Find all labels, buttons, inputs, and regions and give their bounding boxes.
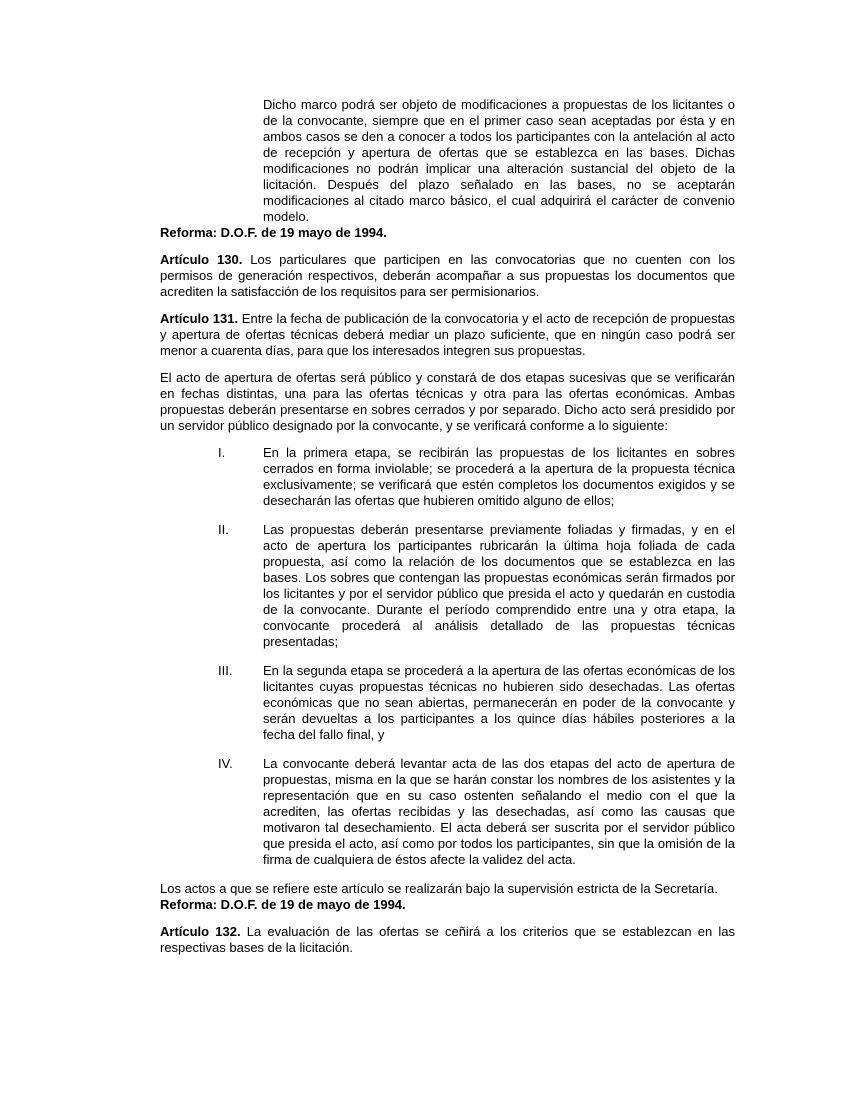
list-item-3 bbox=[160, 663, 735, 743]
intro-continuation-paragraph: Dicho marco podrá ser objeto de modificaciones a propuestas de los licitantes o de la convocante, siempre que en el primer caso sean aceptadas por ésta y en ambos casos se den a conocer a todos los participantes con la antelación al acto de recepción y apertura de ofertas que se establezca en las bases. Dichas modificaciones no podrán implicar una alteración sustancial del objeto de la licitación. Después del plazo señalado en las bases, no se aceptarán modificaciones al citado marco básico, el cual adquirirá el carácter de convenio modelo. bbox=[263, 97, 735, 224]
roman-numeral-2: II. bbox=[218, 522, 229, 537]
apertura-paragraph: El acto de apertura de ofertas será público y constará de dos etapas sucesivas que se verificarán en fechas distintas, una para las ofertas técnicas y otra para las ofertas económicas. Ambas propuestas deberán presentarse en sobres cerrados y por separado. Dicho acto será presidido por un servidor público designado por la convocante, y se verificará conforme a lo siguiente: bbox=[160, 370, 735, 433]
article-130-label: Artículo 130. bbox=[160, 252, 243, 267]
article-131-paragraph bbox=[160, 311, 735, 359]
list-item-2 bbox=[160, 522, 735, 650]
list-item-1 bbox=[160, 445, 735, 509]
roman-numeral-4: IV. bbox=[218, 756, 233, 771]
article-130-paragraph bbox=[160, 252, 735, 300]
list-item-1-text: En la primera etapa, se recibirán las propuestas de los licitantes en sobres cerrados en forma inviolable; se procederá a la apertura de la propuesta técnica exclusivamente; se verificará que estén completos los documentos exigidos y se desecharán las ofertas que hubieren omitido alguno de ellos; bbox=[263, 445, 735, 508]
reform-citation-bottom: Reforma: D.O.F. de 19 de mayo de 1994. bbox=[160, 897, 406, 912]
reform-citation-top: Reforma: D.O.F. de 19 mayo de 1994. bbox=[160, 225, 387, 240]
list-item-2-text: Las propuestas deberán presentarse previamente foliadas y firmadas, y en el acto de apertura los participantes rubricarán la última hoja foliada de cada propuesta, así como la relación de los documentos que se establezca en las bases. Los sobres que contengan las propuestas económicas serán firmados por los licitantes y por el servidor público que presida el acto y quedarán en custodia de la convocante. Durante el período comprendido entre una y otra etapa, la convocante procederá al análisis detallado de las propuestas técnicas presentadas; bbox=[263, 522, 735, 649]
article-130-text: Los particulares que participen en las convocatorias que no cuenten con los permisos de generación respectivos, deberán acompañar a sus propuestas los documentos que acrediten la satisfacción de los requisitos para ser permisionarios. bbox=[160, 252, 735, 299]
article-131-text: Entre la fecha de publicación de la convocatoria y el acto de recepción de propuestas y apertura de ofertas técnicas deberá mediar un plazo suficiente, que en ningún caso podrá ser menor a cuarenta días, para que los interesados integren sus propuestas. bbox=[160, 311, 735, 358]
article-132-text: La evaluación de las ofertas se ceñirá a los criterios que se establezcan en las respectivas bases de la licitación. bbox=[160, 924, 736, 955]
article-132-paragraph bbox=[160, 924, 735, 956]
roman-numeral-list bbox=[160, 445, 735, 868]
roman-numeral-3: III. bbox=[218, 663, 233, 678]
closing-paragraph: Los actos a que se refiere este artículo se realizarán bajo la supervisión estricta de la Secretaría. bbox=[160, 881, 718, 896]
list-item-4-text: La convocante deberá levantar acta de las dos etapas del acto de apertura de propuestas, misma en la que se harán constar los nombres de los asistentes y la representación que en su caso ostenten señalando el medio con el que la acrediten, las ofertas recibidas y las desechadas, así como las causas que motivaron tal desechamiento. El acta deberá ser suscrita por el servidor público que presida el acto, así como por todos los participantes, sin que la omisión de la firma de cualquiera de éstos afecte la validez del acta. bbox=[263, 756, 735, 867]
list-item-4 bbox=[160, 756, 735, 868]
roman-numeral-1: I. bbox=[218, 445, 226, 460]
article-131-label: Artículo 131. bbox=[160, 311, 239, 326]
list-item-3-text: En la segunda etapa se procederá a la apertura de las ofertas económicas de los licitantes cuyas propuestas técnicas no hubieren sido desechadas. Las ofertas económicas que no sean abiertas, permanecerán en poder de la convocante y serán devueltas a los participantes a los quince días hábiles posteriores a la fecha del fallo final, y bbox=[263, 663, 735, 742]
article-132-label: Artículo 132. bbox=[160, 924, 241, 939]
